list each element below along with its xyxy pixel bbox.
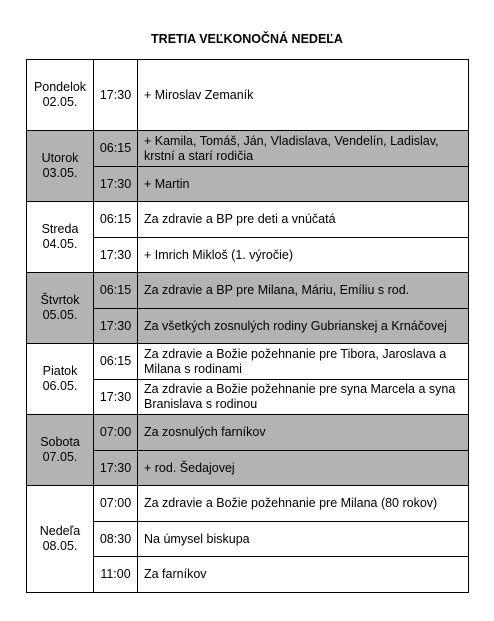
- mass-intention: Za zdravie a BP pre Milana, Máriu, Emíliu s rod.: [138, 273, 469, 309]
- mass-intention: + Martin: [138, 167, 469, 202]
- day-cell: [27, 202, 94, 273]
- schedule-row: [27, 486, 469, 522]
- day-cell: [27, 60, 94, 131]
- day-cell: [27, 273, 94, 344]
- mass-time: 17:30: [94, 167, 138, 202]
- mass-time: 17:30: [94, 238, 138, 273]
- schedule-row: [27, 415, 469, 451]
- schedule-row: [27, 309, 469, 344]
- schedule-row: [27, 167, 469, 202]
- mass-time: 17:30: [94, 60, 138, 131]
- mass-time: 06:15: [94, 131, 138, 167]
- day-name: Piatok: [42, 364, 78, 378]
- mass-time: 17:30: [94, 380, 138, 415]
- mass-time: 07:00: [94, 486, 138, 522]
- day-date: 02.05.: [42, 95, 78, 109]
- day-date: 08.05.: [42, 539, 78, 553]
- schedule-row: [27, 131, 469, 167]
- schedule-row: [27, 273, 469, 309]
- day-name: Sobota: [40, 435, 80, 449]
- schedule-row: [27, 344, 469, 380]
- mass-schedule-table: [26, 59, 469, 593]
- mass-time: 08:30: [94, 522, 138, 557]
- mass-intention: Za farníkov: [138, 557, 469, 593]
- mass-time: 17:30: [94, 309, 138, 344]
- schedule-row: [27, 380, 469, 415]
- schedule-row: [27, 60, 469, 131]
- schedule-row: [27, 522, 469, 557]
- mass-time: 06:15: [94, 202, 138, 238]
- mass-intention: + rod. Šedajovej: [138, 451, 469, 486]
- day-name: Pondelok: [33, 80, 87, 94]
- mass-intention: Za zdravie a Božie požehnanie pre Milana (80 rokov): [138, 486, 469, 522]
- mass-time: 07:00: [94, 415, 138, 451]
- mass-intention: Na úmysel biskupa: [138, 522, 469, 557]
- day-date: 03.05.: [42, 166, 78, 180]
- day-cell: [27, 486, 94, 593]
- schedule-row: [27, 557, 469, 593]
- day-date: 05.05.: [42, 308, 78, 322]
- mass-intention: + Kamila, Tomáš, Ján, Vladislava, Vendelín, Ladislav, krstní a starí rodičia: [138, 131, 469, 167]
- mass-intention: + Imrich Mikloš (1. výročie): [138, 238, 469, 273]
- day-cell: [27, 131, 94, 202]
- mass-time: 06:15: [94, 273, 138, 309]
- mass-time: 11:00: [94, 557, 138, 593]
- mass-intention: Za zdravie a BP pre deti a vnúčatá: [138, 202, 469, 238]
- mass-intention: Za zdravie a Božie požehnanie pre Tibora, Jaroslava a Milana s rodinami: [138, 344, 469, 380]
- mass-intention: Za zdravie a Božie požehnanie pre syna Marcela a syna Branislava s rodinou: [138, 380, 469, 415]
- page-title: TRETIA VEĽKONOČNÁ NEDEĽA: [151, 32, 343, 46]
- schedule-row: [27, 238, 469, 273]
- schedule-row: [27, 451, 469, 486]
- day-name: Streda: [41, 222, 79, 236]
- day-name: Utorok: [41, 151, 79, 165]
- day-date: 04.05.: [42, 237, 78, 251]
- day-date: 07.05.: [42, 450, 78, 464]
- schedule-row: [27, 202, 469, 238]
- mass-intention: Za zosnulých farníkov: [138, 415, 469, 451]
- mass-time: 17:30: [94, 451, 138, 486]
- mass-intention: Za všetkých zosnulých rodiny Gubrianskej a Krnáčovej: [138, 309, 469, 344]
- day-cell: [27, 344, 94, 415]
- day-name: Štvrtok: [40, 293, 80, 307]
- day-date: 06.05.: [42, 379, 78, 393]
- day-cell: [27, 415, 94, 486]
- day-name: Nedeľa: [39, 524, 81, 538]
- mass-time: 06:15: [94, 344, 138, 380]
- mass-intention: + Miroslav Zemaník: [138, 60, 469, 131]
